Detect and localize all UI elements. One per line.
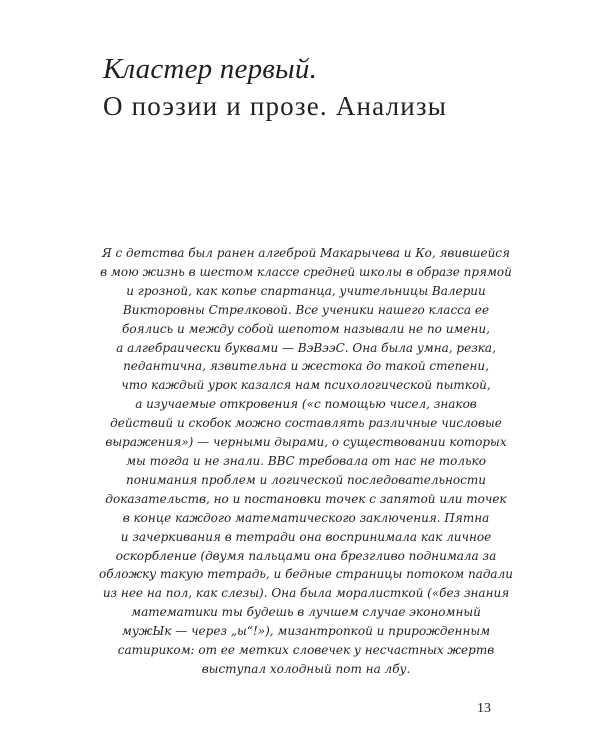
epigraph-line: Я с детства был ранен алгеброй Макарычева и Ко, явившейся [102, 246, 510, 260]
epigraph-line: мы тогда и не знали. ВВС требовала от нас не только [126, 453, 486, 468]
epigraph-line: математики ты будешь в лучшем случае экономный [131, 605, 481, 620]
epigraph-line: в конце каждого математического заключения. Пятна [122, 510, 490, 525]
page-number: 13 [477, 701, 491, 716]
epigraph [98, 244, 514, 679]
chapter-title: О поэзии и прозе. Анализы [103, 91, 448, 121]
epigraph-line: оскорбление (двумя пальцами она брезгливо поднимала за [115, 548, 497, 563]
epigraph-line: и зачеркивания в тетради она воспринимала как личное [120, 529, 492, 544]
epigraph-line: доказательств, но и постановки точек с запятой или точек [105, 491, 507, 506]
epigraph-line: педантична, язвительна и жестока до такой степени, [123, 359, 489, 374]
epigraph-line: действий и скобок можно составлять различные числовые [110, 416, 502, 431]
epigraph-line: боялись и между собой шепотом называли не по имени, [122, 321, 490, 336]
epigraph-line: сатириком: от ее метких словечек у несчастных жертв [117, 643, 495, 658]
epigraph-line: выражения») — черными дырами, о существовании которых [105, 435, 507, 450]
epigraph-line: а алгебраически буквами — ВэВээС. Она была умна, резка, [116, 340, 496, 355]
epigraph-line: Викторовны Стрелковой. Все ученики нашего класса ее [122, 302, 490, 317]
chapter-subtitle: Кластер первый. [103, 53, 318, 85]
epigraph-line: понимания проблем и логической последовательности [126, 472, 486, 487]
epigraph-line: обложку такую тетрадь, и бедные страницы потоком падали [99, 567, 513, 582]
epigraph-line: в мою жизнь в шестом классе средней школы в образе прямой [100, 264, 512, 279]
epigraph-line: мужЫк — через „ы“!»), мизантропкой и прирожденным [121, 624, 491, 639]
epigraph-line: что каждый урок казался нам психологической пыткой, [121, 378, 491, 393]
epigraph-line: из нее на пол, как слезы). Она была моралисткой («без знания [102, 586, 510, 601]
epigraph-line: а изучаемые откровения («с помощью чисел, знаков [135, 397, 477, 412]
epigraph-line: выступал холодный пот на лбу. [201, 661, 411, 676]
epigraph-line: и грозной, как копье спартанца, учительницы Валерии [126, 283, 486, 298]
